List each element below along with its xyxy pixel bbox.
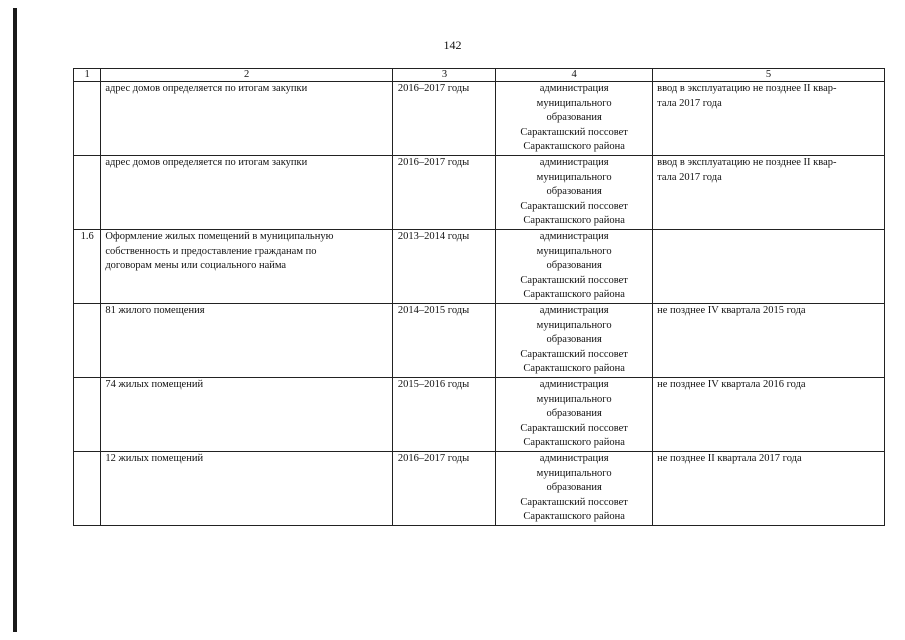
result-text: ввод в эксплуатацию не позднее II квар- тала 2017 года (657, 83, 837, 109)
executor-text: администрация муниципального образования Саракташский поссовет Саракташского района (520, 379, 628, 449)
description-cell (101, 378, 393, 452)
period-cell: 2016–2017 годы (392, 156, 495, 230)
result-text: не позднее IV квартала 2016 года (657, 379, 806, 390)
description-text: адрес домов определяется по итогам закупки (105, 83, 308, 94)
description-cell (101, 304, 393, 378)
description-cell (101, 156, 393, 230)
executor-text: администрация муниципального образования Саракташский поссовет Саракташского района (520, 83, 628, 153)
scan-edge-line (13, 8, 17, 632)
program-table (73, 68, 885, 526)
column-header-5: 5 (653, 69, 885, 82)
description-text: 12 жилых помещений (105, 453, 204, 464)
executor-text: администрация муниципального образования Саракташский поссовет Саракташского района (520, 231, 628, 301)
column-header-2: 2 (101, 69, 393, 82)
executor-text: администрация муниципального образования Саракташский поссовет Саракташского района (520, 157, 628, 227)
table-row (74, 378, 885, 452)
period-cell: 2013–2014 годы (392, 230, 495, 304)
result-cell (653, 82, 885, 156)
result-cell (653, 156, 885, 230)
period-cell: 2016–2017 годы (392, 82, 495, 156)
result-text: ввод в эксплуатацию не позднее II квар- тала 2017 года (657, 157, 837, 183)
table-row (74, 82, 885, 156)
row-number-cell (74, 156, 101, 230)
page-number: 142 (443, 38, 462, 52)
table-header-row (74, 69, 885, 82)
executor-cell (496, 82, 653, 156)
table-row (74, 304, 885, 378)
row-number-cell (74, 452, 101, 526)
column-header-3: 3 (392, 69, 495, 82)
period-cell: 2016–2017 годы (392, 452, 495, 526)
table-row (74, 156, 885, 230)
table-row (74, 230, 885, 304)
description-cell (101, 230, 393, 304)
executor-cell (496, 452, 653, 526)
result-text: не позднее IV квартала 2015 года (657, 305, 806, 316)
description-text: 81 жилого помещения (105, 305, 205, 316)
period-cell: 2014–2015 годы (392, 304, 495, 378)
period-cell: 2015–2016 годы (392, 378, 495, 452)
description-text: Оформление жилых помещений в муниципальную собственность и предоставление гражданам по договорам мены или социального найма (105, 231, 334, 272)
table-row (74, 452, 885, 526)
column-header-4: 4 (496, 69, 653, 82)
executor-cell (496, 304, 653, 378)
description-text: 74 жилых помещений (105, 379, 204, 390)
result-text: не позднее II квартала 2017 года (657, 453, 802, 464)
executor-cell (496, 156, 653, 230)
executor-text: администрация муниципального образования Саракташский поссовет Саракташского района (520, 453, 628, 523)
row-number-cell (74, 378, 101, 452)
result-cell (653, 378, 885, 452)
result-cell (653, 304, 885, 378)
row-number-cell (74, 82, 101, 156)
column-header-1: 1 (74, 69, 101, 82)
result-cell (653, 452, 885, 526)
description-text: адрес домов определяется по итогам закупки (105, 157, 308, 168)
row-number-cell (74, 304, 101, 378)
row-number-cell: 1.6 (74, 230, 101, 304)
executor-cell (496, 230, 653, 304)
result-cell (653, 230, 885, 304)
executor-text: администрация муниципального образования Саракташский поссовет Саракташского района (520, 305, 628, 375)
description-cell (101, 452, 393, 526)
executor-cell (496, 378, 653, 452)
description-cell (101, 82, 393, 156)
